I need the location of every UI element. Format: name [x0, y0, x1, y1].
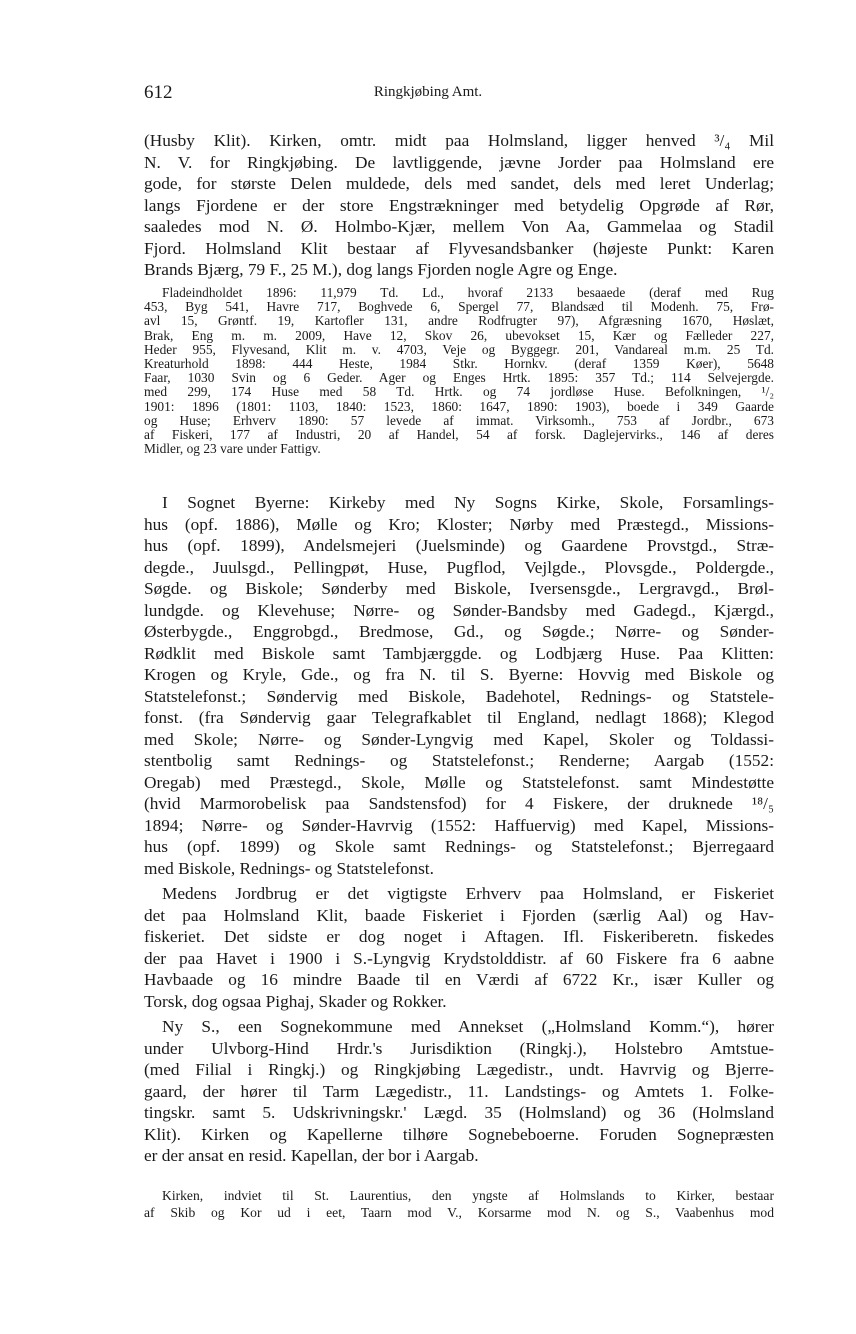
text-line: hus (opf. 1899), Andelsmejeri (Juelsminde) og Gaardene Provstgd., Stræ-	[144, 536, 774, 555]
text-line: langs Fjordene er der store Engstrækninger med betydelig Opgrøde af Rør,	[144, 195, 774, 215]
text-line: Midler, og 23 vare under Fattigv.	[144, 442, 321, 457]
text-line: stentbolig samt Rednings- og Statstelefonst.; Renderne; Aargab (1552:	[144, 751, 774, 770]
text-line: Faar, 1030 Svin og 6 Geder. Ager og Enges Hrtk. 1895: 357 Td.; 114 Selvejergde.	[144, 371, 774, 386]
text-line: med Skole; Nørre- og Sønder-Lyngvig med Kapel, Skoler og Toldassi-	[144, 729, 774, 749]
text-line: med 299, 174 Huse med 58 Td. Hrtk. og 74 jordløse Huse. Befolkningen, ¹/₂	[144, 385, 774, 400]
text-line: af Skib og Kor ud i eet, Taarn mod V., Korsarme mod N. og S., Vaabenhus mod	[144, 1205, 774, 1220]
page-number: 612	[144, 82, 173, 103]
text-line: Søgde. og Biskole; Sønderby med Biskole, Iversensgde., Lergravgd., Brøl-	[144, 579, 774, 598]
paragraph-administration	[144, 1016, 774, 1167]
text-line: saaledes mod N. Ø. Holmbo-Kjær, mellem Von Aa, Gammelaa og Stadil	[144, 217, 774, 236]
text-line: Medens Jordbrug er det vigtigste Erhverv paa Holmsland, er Fiskeriet	[162, 884, 774, 903]
text-line: (Husby Klit). Kirken, omtr. midt paa Holmsland, ligger henved ³/₄ Mil	[144, 131, 774, 150]
text-line: gode, for største Delen muldede, dels med sandet, dels med leret Underlag;	[144, 174, 774, 193]
text-line: Brak, Eng m. m. 2009, Have 12, Skov 26, ubevokset 15, Kær og Fælleder 227,	[144, 328, 774, 343]
text-line: lundgde. og Klevehuse; Nørre- og Sønder-Bandsby med Gadegd., Kjærgd.,	[144, 600, 774, 620]
running-header	[0, 82, 856, 106]
text-line: det paa Holmsland Klit, baade Fiskeriet i Fjorden (særlig Aal) og Hav-	[144, 905, 774, 925]
text-line: Statstelefonst.; Søndervig med Biskole, Badehotel, Rednings- og Statstele-	[144, 686, 774, 706]
text-line: Kreaturhold 1898: 444 Heste, 1984 Stkr. Hornkv. (deraf 1359 Køer), 5648	[144, 357, 774, 372]
text-line: hus (opf. 1886), Mølle og Kro; Kloster; Nørby med Præstegd., Missions-	[144, 514, 774, 534]
text-line: Havbaade og 16 mindre Baade til en Værdi af 6722 Kr., især Kuller og	[144, 970, 774, 989]
paragraph-holmsland-description	[144, 130, 774, 281]
text-line: Oregab) med Præstegd., Skole, Mølle og Statstelefonst. samt Mindestøtte	[144, 772, 774, 792]
text-line: fonst. (fra Søndervig gaar Telegrafkablet til England, nedlagt 1868); Klegod	[144, 708, 774, 727]
text-line: (hvid Marmorobelisk paa Sandstensfod) for 4 Fiskere, der druknede ¹⁸/₅	[144, 794, 774, 813]
text-line: 453, Byg 541, Havre 717, Boghvede 6, Spergel 77, Blandsæd til Modenh. 75, Frø-	[144, 300, 774, 315]
text-line: avl 15, Grøntf. 19, Kartofler 131, andre Rodfrugter 97), Afgræsning 1670, Høslæt,	[144, 314, 774, 329]
text-line: fiskeriet. Det sidste er dog noget i Aftagen. Ifl. Fiskeriberetn. fiskedes	[144, 927, 774, 946]
text-line: Kirken, indviet til St. Laurentius, den yngste af Holmslands to Kirker, bestaar	[162, 1188, 774, 1203]
text-line: Brands Bjærg, 79 F., 25 M.), dog langs Fjorden nogle Agre og Enge.	[144, 260, 618, 279]
text-line: Rødklit med Biskole samt Tambjærggde. og Lodbjærg Huse. Paa Klitten:	[144, 643, 774, 663]
text-line: Heder 955, Flyvesand, Klit m. v. 4703, Veje og Byggegr. 201, Vandareal m.m. 25 Td.	[144, 342, 774, 357]
text-line: 1894; Nørre- og Sønder-Havrvig (1552: Haffuervig) med Kapel, Missions-	[144, 815, 774, 835]
text-line: af Fiskeri, 177 af Industri, 20 af Handel, 54 af forsk. Daglejervirks., 146 af deres	[144, 428, 774, 443]
text-line: degde., Juulsgd., Pellingpøt, Huse, Pugflod, Vejlgde., Plovsgde., Poldergde.,	[144, 557, 774, 577]
statistics-block	[144, 286, 774, 456]
text-line: der paa Havet i 1900 i S.-Lyngvig Krydstolddistr. af 60 Fiskere fra 6 aabne	[144, 948, 774, 968]
text-line: med Biskole, Rednings- og Statstelefonst.	[144, 858, 434, 878]
text-line: og Huse; Erhverv 1890: 57 levede af immat. Virksomh., 753 af Jordbr., 673	[144, 413, 774, 428]
text-line: tingskr. samt 5. Udskrivningskr.' Lægd. 35 (Holmsland) og 36 (Holmsland	[144, 1103, 774, 1122]
text-line: Krogen og Kryle, Gde., og fra N. til S. Byerne: Hovvig med Biskole og	[144, 665, 774, 684]
running-head-title: Ringkjøbing Amt.	[373, 84, 483, 100]
text-line: Østerbygde., Enggrobgd., Bredmose, Gd., og Søgde.; Nørre- og Sønder-	[144, 622, 774, 641]
text-line: Ny S., een Sognekommune med Annekset („Holmsland Komm.“), hører	[162, 1017, 774, 1036]
text-line: er der ansat en resid. Kapellan, der bor i Aargab.	[144, 1146, 479, 1165]
text-line: hus (opf. 1899) og Skole samt Rednings- og Statstelefonst.; Bjerregaard	[144, 837, 774, 856]
paragraph-church-footnote	[144, 1187, 774, 1221]
text-line: 1901: 1896 (1801: 1103, 1840: 1523, 1860: 1647, 1890: 1903), boede i 349 Gaarde	[144, 399, 774, 414]
text-line: N. V. for Ringkjøbing. De lavtliggende, jævne Jorder paa Holmsland ere	[144, 152, 774, 172]
paragraph-fishery	[144, 883, 774, 1012]
text-line: I Sognet Byerne: Kirkeby med Ny Sogns Kirke, Skole, Forsamlings-	[162, 493, 774, 512]
text-line: Fjord. Holmsland Klit bestaar af Flyvesandsbanker (højeste Punkt: Karen	[144, 238, 774, 258]
text-line: Fladeindholdet 1896: 11,979 Td. Ld., hvoraf 2133 besaaede (deraf med Rug	[162, 286, 774, 300]
paragraph-villages	[144, 492, 774, 879]
text-line: Torsk, dog ogsaa Pighaj, Skader og Rokker.	[144, 991, 447, 1011]
text-line: gaard, der hører til Tarm Lægedistr., 11. Landstings- og Amtets 1. Folke-	[144, 1081, 774, 1101]
text-line: (med Filial i Ringkj.) og Ringkjøbing Lægedistr., undt. Havrvig og Bjerre-	[144, 1060, 774, 1079]
text-line: Klit). Kirken og Kapellerne tilhøre Sognebeboerne. Foruden Sognepræsten	[144, 1124, 774, 1144]
text-line: under Ulvborg-Hind Hrdr.'s Jurisdiktion (Ringkj.), Holstebro Amtstue-	[144, 1038, 774, 1058]
